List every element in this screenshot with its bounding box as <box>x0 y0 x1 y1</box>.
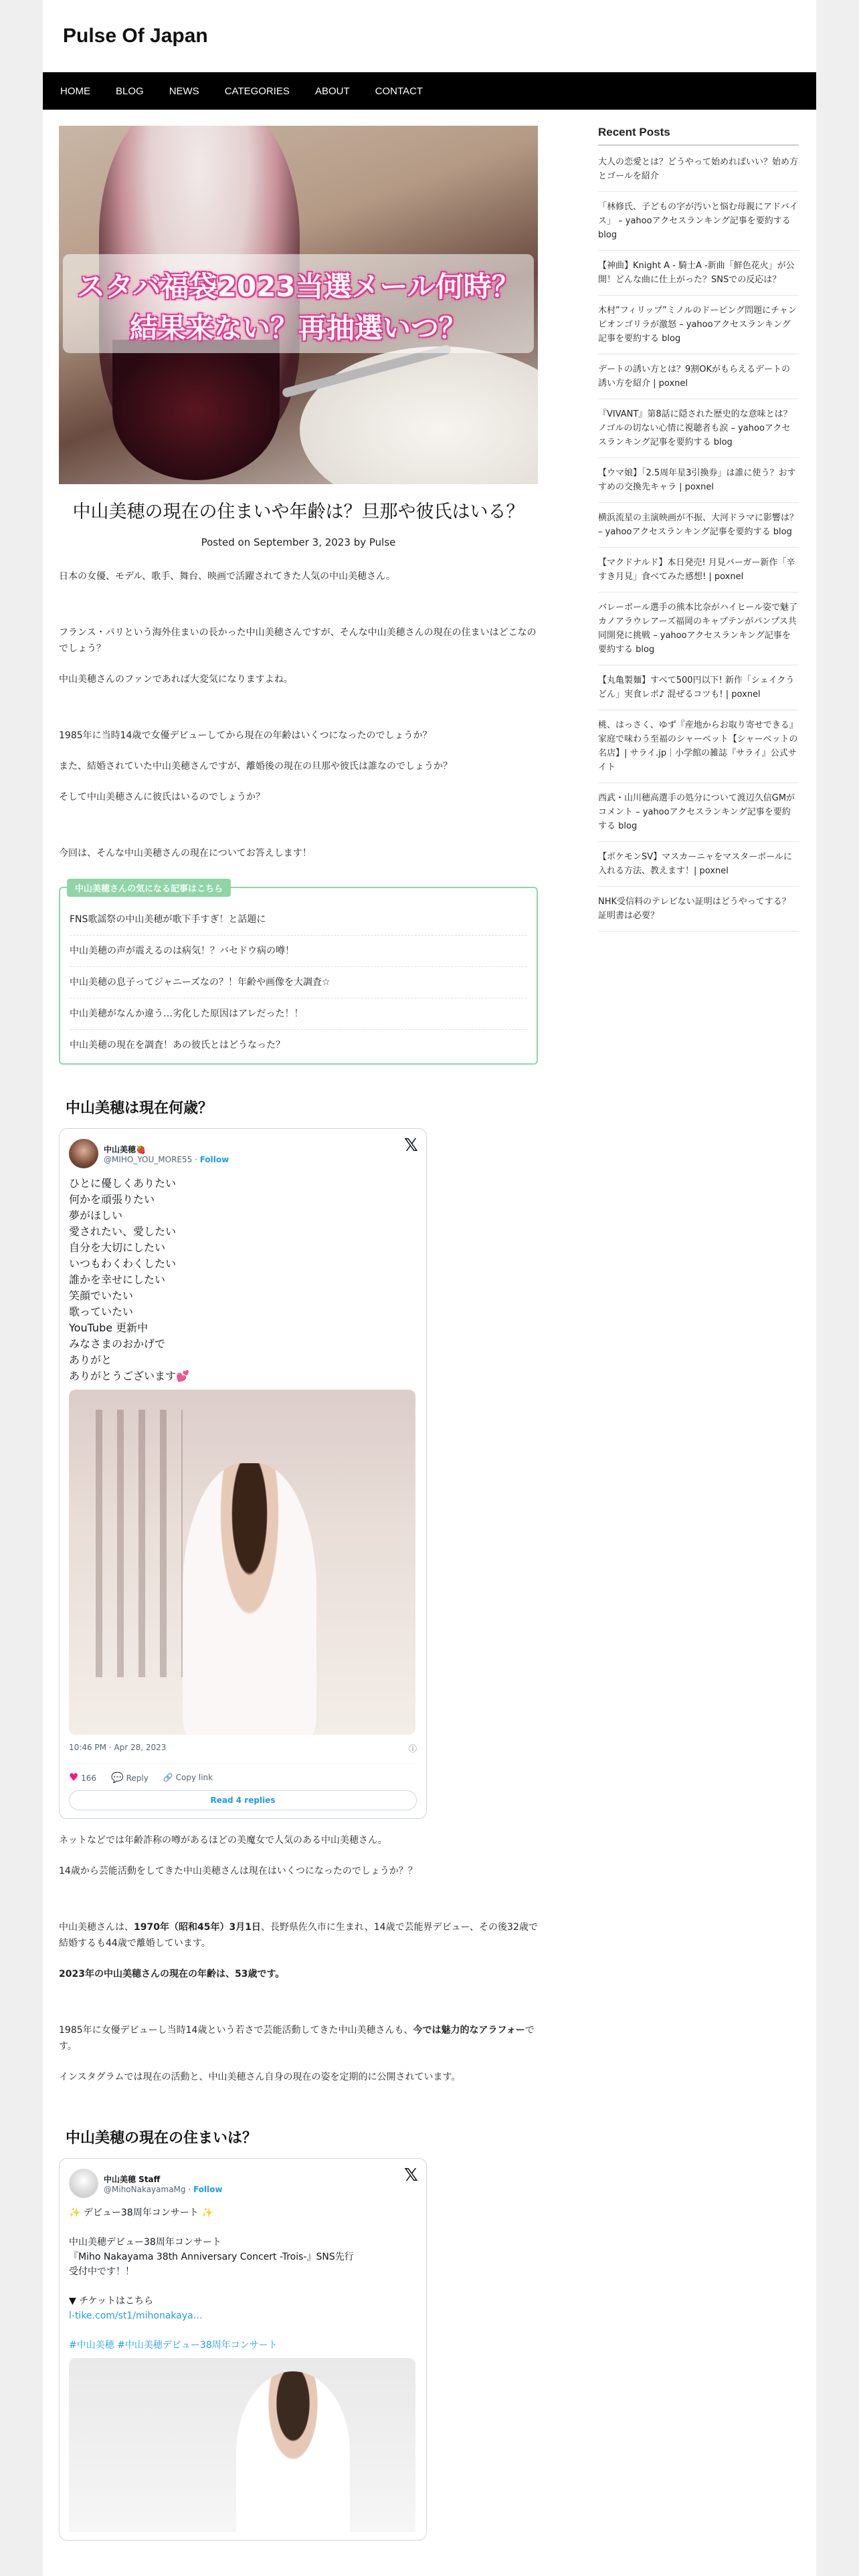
tweet-line: 笑顔でいたい <box>69 1289 134 1302</box>
tweet-line: 愛されたい、愛したい <box>69 1225 177 1238</box>
tweet-line: いつもわくわくしたい <box>69 1257 177 1270</box>
section-heading-age: 中山美穂は現在何歳？ <box>66 1100 213 1117</box>
related-article-link[interactable]: 中山美穂の現在を調査！あの彼氏とはどうなった？ <box>70 1040 285 1051</box>
related-article-link[interactable]: FNS歌謡祭の中山美穂が歌下手すぎ！と話題に <box>70 904 527 936</box>
intro-paragraph: また、結婚されていた中山美穂さんですが、離婚後の現在の旦那や彼氏は誰なのでしょうか？ <box>59 761 452 772</box>
avatar[interactable] <box>69 1139 98 1168</box>
related-article-link[interactable]: 中山美穂がなんか違う…劣化した原因はアレだった！！ <box>70 998 527 1030</box>
embedded-tweet <box>59 2158 427 2541</box>
reply-label: Reply <box>126 1773 149 1783</box>
page-container <box>43 0 816 2576</box>
related-article-link[interactable]: 中山美穂の息子ってジャニーズなの？！年齢や画像を大調査☆ <box>70 967 527 998</box>
hero-plate-shape <box>300 346 538 484</box>
tweet-line: 何かを頑張りたい <box>69 1193 155 1206</box>
related-articles-box <box>59 884 538 1065</box>
sidebar <box>598 126 806 940</box>
tweet-actions <box>69 1763 417 1784</box>
tweet-line: ✨ デビュー38周年コンサート ✨ <box>69 2208 213 2218</box>
recent-post-link[interactable]: バレーボール選手の熊本比奈がハイヒール姿で魅了 カノアラウレアーズ福岡のキャプテンがパンプス共同開発に挑戦 – yahooアクセスランキング記事を要約する blog <box>598 601 799 665</box>
tweet-header <box>69 2167 417 2200</box>
main-nav <box>43 72 816 110</box>
like-button[interactable] <box>69 1771 96 1784</box>
nav-news[interactable]: NEWS <box>169 85 199 97</box>
recent-post-link[interactable]: 【丸亀製麺】すべて500円以下! 新作「シェイクうどん」実食レポ♪ 混ぜるコツも! | poxnel <box>598 673 799 710</box>
related-articles-label: 中山美穂さんの気になる記事はこちら <box>67 879 231 897</box>
link-icon: 🔗 <box>163 1772 173 1782</box>
photo-vertical-text-shape <box>96 1410 183 1677</box>
tweet-header <box>69 1137 417 1170</box>
reply-button[interactable] <box>111 1772 149 1784</box>
tweet-line: 誰かを幸せにしたい <box>69 1273 166 1286</box>
body-paragraph <box>59 1919 538 1951</box>
recent-post-link[interactable]: NHK受信料のテレビない証明はどうやってする？ 証明書は必要？ <box>598 895 799 932</box>
like-count: 166 <box>81 1774 97 1783</box>
hero-cup-base-shape <box>112 340 280 480</box>
read-replies-button[interactable]: Read 4 replies <box>69 1790 417 1810</box>
intro-paragraph: そして中山美穂さんに彼氏はいるのでしょうか？ <box>59 792 265 802</box>
text-run: 、長野県佐久市に生まれ、14歳で芸能界デビュー、その後32歳で結婚するも44歳で離婚しています。 <box>59 1922 538 1949</box>
section-heading-residence: 中山美穂の現在の住まいは？ <box>66 2130 258 2147</box>
recent-post-link[interactable]: 【神曲】Knight A - 騎士A -新曲「鮮色花火」が公開！どんな曲に仕上がった？SNSでの反応は？ <box>598 259 799 296</box>
tweet-line <box>69 2220 417 2235</box>
tweet-text <box>69 1176 417 1384</box>
recent-post-link[interactable]: デートの誘い方とは？9割OKがもらえるデートの誘い方を紹介 | poxnel <box>598 362 799 399</box>
hero-headline-line2: 結果来ない？再抽選いつ？ <box>129 312 467 344</box>
recent-post-link[interactable]: 【マクドナルド】本日発売! 月見バーガー新作「辛すき月見」食べてみた感想! | poxnel <box>598 556 799 593</box>
tweet-photo[interactable] <box>69 1390 415 1735</box>
text-run: 1985年に女優デビューし当時14歳という若さで芸能活動してきた中山美穂さんも、 <box>59 2025 413 2036</box>
nav-home[interactable]: HOME <box>60 85 90 97</box>
meta-prefix: Posted on <box>201 536 251 548</box>
tweet-line: YouTube 更新中 <box>69 1321 149 1334</box>
x-logo-icon[interactable]: 𝕏 <box>404 2165 418 2185</box>
text-run: です。 <box>59 2025 535 2052</box>
related-article-link[interactable]: 中山美穂の声が震えるのは病気！？バセドウ病の噂！ <box>70 936 527 967</box>
tweet-line: 『Miho Nakayama 38th Anniversary Concert -Trois-』SNS先行 <box>69 2252 354 2262</box>
recent-post-link[interactable]: 【ウマ娘】「2.5周年星3引換券」は誰に使う？おすすめの交換先キャラ | poxnel <box>598 466 799 503</box>
photo-person-shape <box>183 1463 316 1735</box>
featured-image <box>59 126 538 484</box>
tweet-photo[interactable] <box>69 2358 415 2532</box>
intro-paragraph: 1985年に当時14歳で女優デビューしてから現在の年齢はいくつになったのでしょうか？ <box>59 730 432 741</box>
main-content <box>59 126 538 2541</box>
tweet-line: ありがと <box>69 1354 112 1366</box>
tweet-handle-row: @MIHO_YOU_MORE55 · Follow <box>104 1154 229 1164</box>
body-paragraph: インスタグラムでは現在の活動と、中山美穂さん自身の現在の姿を定期的に公開されています。 <box>59 2072 461 2082</box>
tweet-line: ひとに優しくありたい <box>69 1177 177 1190</box>
recent-post-link[interactable]: 横浜流星の主演映画が不振、大河ドラマに影響は？ – yahooアクセスランキング記事を要約する blog <box>598 511 799 548</box>
article-title: 中山美穂の現在の住まいや年齢は？旦那や彼氏はいる？ <box>72 502 524 522</box>
intro-paragraph: 日本の女優、モデル、歌手、舞台、映画で活躍されてきた人気の中山美穂さん。 <box>59 571 396 582</box>
body-paragraph: 14歳から芸能活動をしてきた中山美穂さんは現在はいくつになったのでしょうか？？ <box>59 1866 417 1876</box>
intro-paragraph: フランス・パリという海外住まいの長かった中山美穂さんですが、そんな中山美穂さんの現在の住まいはどこなのでしょう？ <box>59 627 537 654</box>
site-header <box>43 0 816 72</box>
x-logo-icon[interactable]: 𝕏 <box>404 1136 418 1156</box>
tweet-timestamp[interactable]: 10:46 PM · Apr 28, 2023 <box>69 1743 167 1752</box>
ticket-link[interactable]: l-tike.com/st1/mihonakaya… <box>69 2311 203 2321</box>
copy-link-button[interactable] <box>163 1773 213 1782</box>
recent-post-link[interactable]: 「林修氏、子どもの字が汚いと悩む母親にアドバイス」 – yahooアクセスランキング記事を要約する blog <box>598 200 799 251</box>
tweet-author-name[interactable]: 中山美穂🍓 <box>104 1144 146 1154</box>
nav-blog[interactable]: BLOG <box>116 85 144 97</box>
tweet-meta <box>69 1743 417 1754</box>
age-paragraph: 2023年の中山美穂さんの現在の年齢は、53歳です。 <box>59 1969 285 1979</box>
tweet-line: ありがとうございます💕 <box>69 1370 189 1382</box>
tweet-line: 夢がほしい <box>69 1209 123 1222</box>
body-paragraph <box>59 2022 538 2054</box>
follow-button[interactable]: Follow <box>199 1154 229 1164</box>
recent-post-link[interactable]: 桃、はっさく、ゆず『産地からお取り寄せできる』家庭で味わう至福のシャーベット【シャーベットの名店】| サライ.jp｜小学館の雑誌『サライ』公式サイト <box>598 718 799 783</box>
author-link[interactable]: Pulse <box>369 536 396 548</box>
text-run: 中山美穂さんは、 <box>59 1922 134 1933</box>
tweet-handle[interactable]: @MihoNakayamaMg <box>104 2184 186 2194</box>
post-date-link[interactable]: September 3, 2023 <box>253 536 351 548</box>
tweet-line: 中山美穂デビュー38周年コンサート <box>69 2237 221 2248</box>
copy-link-label: Copy link <box>175 1772 213 1782</box>
tweet-line: ▼ チケットはこちら <box>69 2296 153 2306</box>
recent-post-link[interactable]: 木村”フィリップ”ミノルのドーピング問題にチャンピオンゴリラが激怒 – yahooアクセスランキング記事を要約する blog <box>598 304 799 354</box>
hero-headline-line1: スタバ福袋2023当選メール何時？ <box>77 270 520 303</box>
reply-icon: 💬 <box>111 1771 124 1784</box>
photo-person-shape <box>236 2371 350 2532</box>
tweet-line: 受付中です！！ <box>69 2266 134 2277</box>
nav-about[interactable]: ABOUT <box>314 85 350 97</box>
site-title[interactable]: Pulse Of Japan <box>63 25 208 47</box>
info-icon[interactable]: ⓘ <box>408 1744 417 1753</box>
tweet-line: 歌っていたい <box>69 1305 134 1318</box>
intro-paragraph: 中山美穂さんのファンであれば大変気になりますよね。 <box>59 674 293 685</box>
tweet-text <box>69 2206 417 2353</box>
avatar[interactable] <box>69 2169 98 2198</box>
embedded-tweet <box>59 1128 427 1819</box>
tweet-line: みなさまのおかげで <box>69 1337 166 1350</box>
heart-icon: ♥ <box>69 1771 79 1784</box>
recent-post-link[interactable]: 西武・山川穂高選手の処分について渡辺久信GMがコメント – yahooアクセスランキング記事を要約する blog <box>598 791 799 842</box>
nav-contact[interactable]: CONTACT <box>375 85 423 97</box>
tweet-handle-row: @MihoNakayamaMg · Follow <box>104 2184 223 2194</box>
follow-button[interactable]: Follow <box>193 2184 223 2194</box>
recent-post-link[interactable]: 【ポケモンSV】マスカーニャをマスターボールに入れる方法、教えます！| poxnel <box>598 850 799 887</box>
meta-by: by <box>353 536 367 548</box>
emphasis-bold: 今では魅力的なアラフォー <box>413 2025 525 2036</box>
article-meta <box>59 536 538 548</box>
tweet-handle[interactable]: @MIHO_YOU_MORE55 <box>104 1154 193 1164</box>
intro-paragraph: 今回は、そんな中山美穂さんの現在についてお答えします！ <box>59 848 312 859</box>
recent-post-link[interactable]: 大人の恋愛とは？どうやって始めればいい？始め方とゴールを紹介 <box>598 155 799 192</box>
hashtags[interactable]: #中山美穂 #中山美穂デビュー38周年コンサート <box>69 2340 278 2351</box>
tweet-line: 自分を大切にしたい <box>69 1241 166 1254</box>
nav-categories[interactable]: CATEGORIES <box>224 85 290 97</box>
birthdate-bold: 1970年（昭和45年）3月1日 <box>134 1922 261 1933</box>
recent-posts-title: Recent Posts <box>598 126 799 146</box>
tweet-author-name[interactable]: 中山美穂 Staff <box>104 2174 161 2184</box>
recent-post-link[interactable]: 『VIVANT』第8話に隠された歴史的な意味とは？ノゴルの切ない心情に視聴者も涙 – yahooアクセスランキング記事を要約する blog <box>598 407 799 458</box>
body-paragraph: ネットなどでは年齢詐称の噂があるほどの美魔女で人気のある中山美穂さん。 <box>59 1835 387 1846</box>
